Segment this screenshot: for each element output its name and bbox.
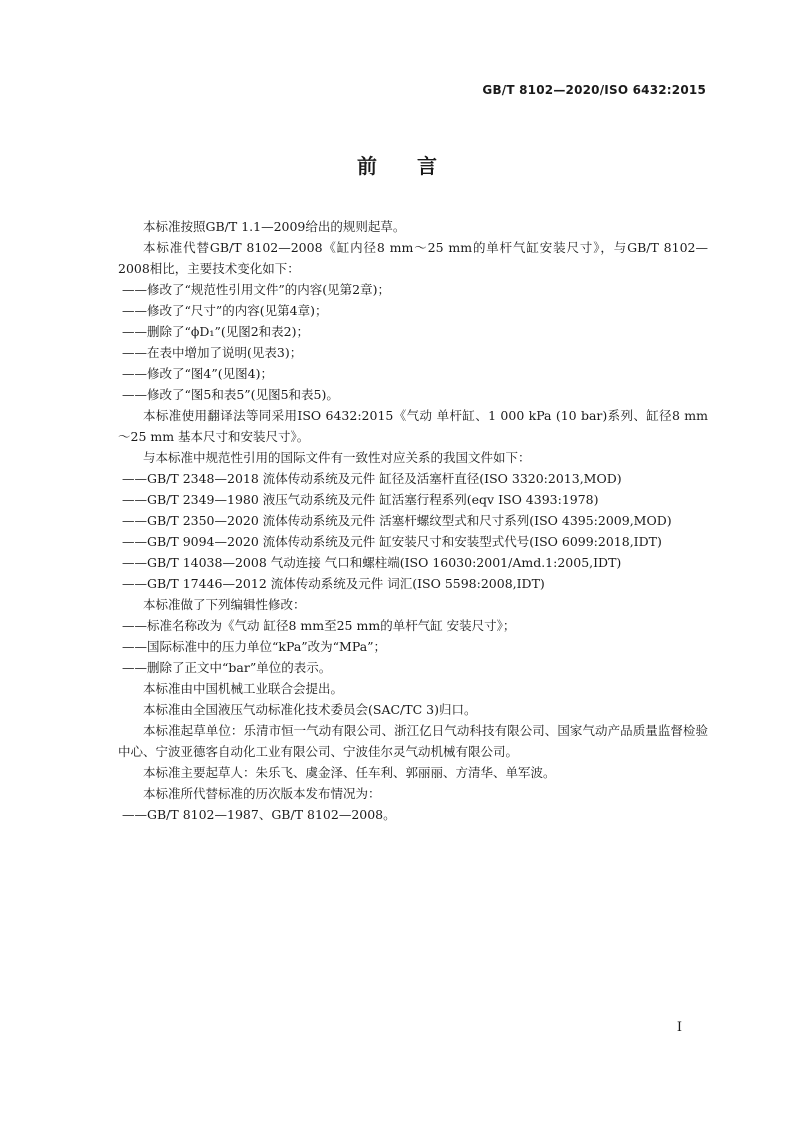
paragraph <box>118 594 708 615</box>
dash-marker: —— <box>122 387 147 402</box>
paragraph-text: 修改了“图5和表5”(见图5和表5)。 <box>147 387 339 402</box>
paragraph-text: GB/T 2350—2020 流体传动系统及元件 活塞杆螺纹型式和尺寸系列(ISO 4395:2009,MOD) <box>147 513 672 528</box>
list-item <box>118 384 708 405</box>
paragraph <box>118 762 708 783</box>
dash-marker: —— <box>122 534 147 549</box>
paragraph <box>118 405 708 447</box>
paragraph-text: 修改了“规范性引用文件”的内容(见第2章)； <box>147 282 390 297</box>
paragraph <box>118 447 708 468</box>
paragraph-text: 本标准由全国液压气动标准化技术委员会(SAC/TC 3)归口。 <box>143 702 477 717</box>
standard-code-header: GB/T 8102—2020/ISO 6432:2015 <box>482 83 706 97</box>
paragraph-text: 本标准做了下列编辑性修改： <box>143 597 306 612</box>
paragraph-text: 与本标准中规范性引用的国际文件有一致性对应关系的我国文件如下： <box>143 450 531 465</box>
paragraph-text: 本标准使用翻译法等同采用ISO 6432:2015《气动 单杆缸、1 000 kPa (10 bar)系列、缸径8 mm～25 mm 基本尺寸和安装尺寸》。 <box>118 408 708 444</box>
paragraph <box>118 678 708 699</box>
list-item <box>118 342 708 363</box>
list-item <box>118 363 708 384</box>
list-item <box>118 657 708 678</box>
paragraph <box>118 720 708 762</box>
dash-marker: —— <box>122 660 147 675</box>
dash-marker: —— <box>122 345 147 360</box>
dash-marker: —— <box>122 807 147 822</box>
dash-marker: —— <box>122 303 147 318</box>
paragraph-text: 本标准起草单位：乐清市恒一气动有限公司、浙江亿日气动科技有限公司、国家气动产品质量监督检验中心、宁波亚德客自动化工业有限公司、宁波佳尔灵气动机械有限公司。 <box>118 723 708 759</box>
dash-marker: —— <box>122 639 147 654</box>
paragraph-text: 本标准代替GB/T 8102—2008《缸内径8 mm～25 mm的单杆气缸安装尺寸》，与GB/T 8102—2008相比，主要技术变化如下： <box>118 240 708 276</box>
paragraph-text: 本标准按照GB/T 1.1—2009给出的规则起草。 <box>143 219 406 234</box>
dash-marker: —— <box>122 324 147 339</box>
paragraph-text: 本标准由中国机械工业联合会提出。 <box>143 681 344 696</box>
paragraph-text: 本标准所代替标准的历次版本发布情况为： <box>143 786 381 801</box>
paragraph-text: GB/T 17446—2012 流体传动系统及元件 词汇(ISO 5598:2008,IDT) <box>147 576 545 591</box>
list-item <box>118 552 708 573</box>
paragraph <box>118 699 708 720</box>
paragraph <box>118 237 708 279</box>
paragraph-text: 删除了“ϕD₁”(见图2和表2)； <box>147 324 309 339</box>
list-item <box>118 573 708 594</box>
paragraph-text: 修改了“尺寸”的内容(见第4章)； <box>147 303 328 318</box>
paragraph-text: 本标准主要起草人：朱乐飞、虞金泽、任车利、郭丽丽、方清华、单军波。 <box>143 765 556 780</box>
dash-marker: —— <box>122 576 147 591</box>
paragraph-text: GB/T 2349—1980 液压气动系统及元件 缸活塞行程系列(eqv ISO 4393:1978) <box>147 492 599 507</box>
dash-marker: —— <box>122 366 147 381</box>
paragraph <box>118 216 708 237</box>
list-item <box>118 636 708 657</box>
page-number: I <box>676 1020 682 1035</box>
list-item <box>118 300 708 321</box>
paragraph-text: 在表中增加了说明(见表3)； <box>147 345 303 360</box>
paragraph-text: GB/T 8102—1987、GB/T 8102—2008。 <box>147 807 396 822</box>
list-item <box>118 489 708 510</box>
paragraph-text: 国际标准中的压力单位“kPa”改为“MPa”； <box>147 639 387 654</box>
dash-marker: —— <box>122 618 147 633</box>
paragraph-text: GB/T 2348—2018 流体传动系统及元件 缸径及活塞杆直径(ISO 3320:2013,MOD) <box>147 471 622 486</box>
page-title: 前言 <box>357 154 477 178</box>
list-item <box>118 510 708 531</box>
paragraph-text: 修改了“图4”(见图4)； <box>147 366 273 381</box>
dash-marker: —— <box>122 555 147 570</box>
paragraph-text: 删除了正文中“bar”单位的表示。 <box>147 660 332 675</box>
dash-marker: —— <box>122 282 147 297</box>
paragraph-text: GB/T 14038—2008 气动连接 气口和螺柱端(ISO 16030:2001/Amd.1:2005,IDT) <box>147 555 622 570</box>
list-item <box>118 279 708 300</box>
list-item <box>118 615 708 636</box>
paragraph <box>118 783 708 804</box>
dash-marker: —— <box>122 513 147 528</box>
dash-marker: —— <box>122 471 147 486</box>
list-item <box>118 321 708 342</box>
dash-marker: —— <box>122 492 147 507</box>
list-item <box>118 468 708 489</box>
list-item <box>118 804 708 825</box>
foreword-body <box>118 216 708 825</box>
paragraph-text: 标准名称改为《气动 缸径8 mm至25 mm的单杆气缸 安装尺寸》； <box>147 618 516 633</box>
paragraph-text: GB/T 9094—2020 流体传动系统及元件 缸安装尺寸和安装型式代号(ISO 6099:2018,IDT) <box>147 534 662 549</box>
list-item <box>118 531 708 552</box>
